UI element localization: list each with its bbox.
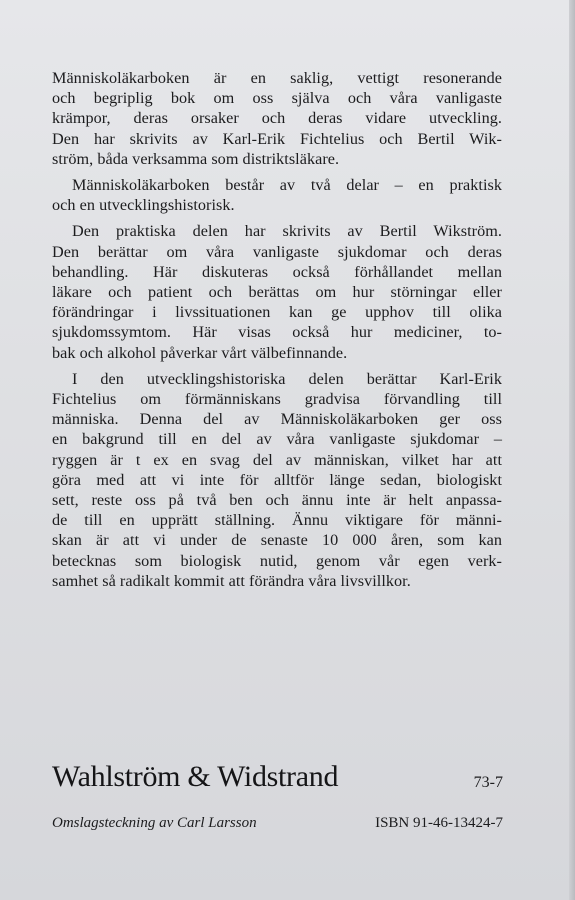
isbn-number: ISBN 91-46-13424-7 <box>375 815 503 831</box>
catalog-code: 73-7 <box>473 774 503 791</box>
text-line: och en utvecklingshistorisk. <box>52 196 235 215</box>
text-line: förändringar i livssituationen kan ge upphov till olika <box>52 303 502 322</box>
text-line: Fichtelius om förmänniskans gradvisa förvandling till <box>52 390 502 409</box>
text-line: en bakgrund till en del av våra vanligaste sjukdomar – <box>52 430 502 449</box>
text-line: Den har skrivits av Karl-Erik Fichtelius och Bertil Wik- <box>52 129 502 148</box>
blurb-paragraph-3 <box>52 221 502 362</box>
text-line: I den utvecklingshistoriska delen berättar Karl-Erik <box>72 369 502 388</box>
text-line: Människoläkarboken är en saklig, vettigt resonerande <box>52 69 502 87</box>
text-line: Den berättar om våra vanligaste sjukdomar och deras <box>52 242 502 261</box>
text-line: de till en upprätt ställning. Ännu viktigare för männi- <box>52 511 502 530</box>
blurb-text <box>52 68 502 597</box>
text-line: sjukdomssymtom. Här visas också hur mediciner, to- <box>52 323 502 342</box>
text-line: samhet så radikalt kommit att förändra våra livsvillkor. <box>52 571 411 590</box>
text-line: behandling. Här diskuteras också förhållandet mellan <box>52 262 502 281</box>
text-line: Människoläkarboken består av två delar – en praktisk <box>72 176 502 195</box>
text-line: sett, reste oss på två ben och ännu inte är helt anpassa- <box>52 491 502 510</box>
text-line: och begriplig bok om oss själva och våra vanligaste <box>52 89 502 108</box>
cover-edge <box>569 0 575 900</box>
text-line: läkare och patient och berättas om hur störningar eller <box>52 283 502 302</box>
text-line: ström, båda verksamma som distriktsläkare. <box>52 149 340 168</box>
text-line: människa. Denna del av Människoläkarboken ger oss <box>52 410 502 429</box>
cover-illustration-credit: Omslagsteckning av Carl Larsson <box>52 815 257 831</box>
text-line: bak och alkohol påverkar vårt välbefinnande. <box>52 343 348 362</box>
text-line: betecknas som biologisk nutid, genom vår egen verk- <box>52 551 502 570</box>
blurb-paragraph-4 <box>52 369 502 591</box>
text-line: krämpor, deras orsaker och deras vidare utveckling. <box>52 109 502 128</box>
text-line: Den praktiska delen har skrivits av Bertil Wikström. <box>72 222 502 241</box>
blurb-paragraph-2 <box>52 175 502 215</box>
publisher-name: Wahlström & Widstrand <box>52 760 339 793</box>
text-line: ryggen är t ex en svag del av människan, vilket har att <box>52 450 502 469</box>
blurb-paragraph-1 <box>52 68 502 169</box>
text-line: göra med att vi inte för alltför länge sedan, biologiskt <box>52 470 502 489</box>
text-line: skan är att vi under de senaste 10 000 åren, som kan <box>52 531 502 550</box>
